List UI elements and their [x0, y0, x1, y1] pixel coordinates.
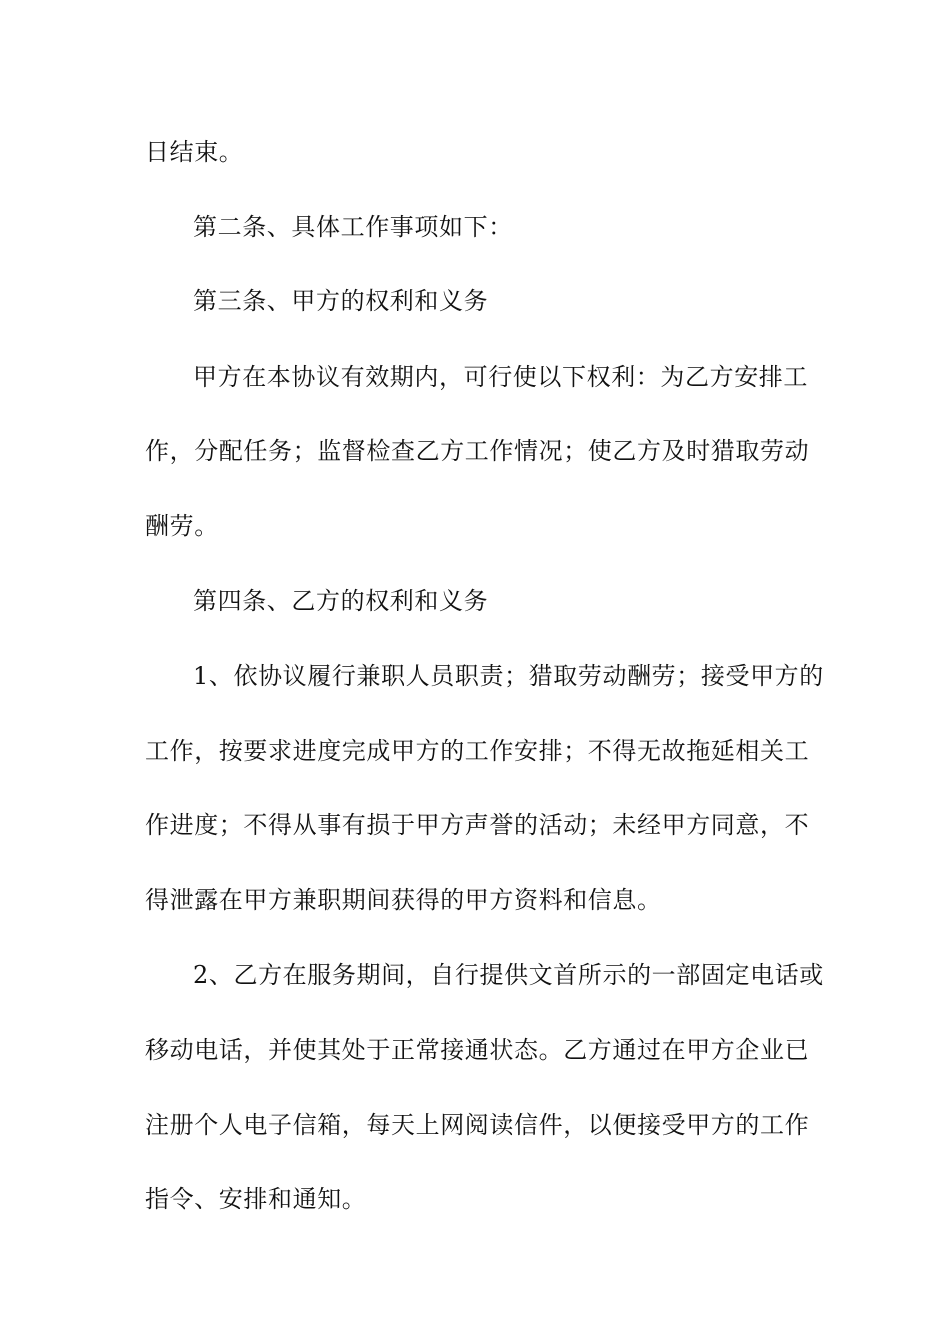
clause-heading-2: 第二条、具体工作事项如下：: [193, 213, 513, 241]
text-line: 工作，按要求进度完成甲方的工作安排；不得无故拖延相关工: [145, 737, 810, 765]
text-line: 作进度；不得从事有损于甲方声誉的活动；未经甲方同意，不: [145, 811, 810, 839]
text-line: 甲方在本协议有效期内，可行使以下权利：为乙方安排工: [193, 363, 808, 391]
text-line: 日结束。: [145, 138, 244, 166]
text-line: 酬劳。: [145, 512, 219, 540]
text-line: 指令、安排和通知。: [145, 1185, 367, 1213]
text-line: 作，分配任务；监督检查乙方工作情况；使乙方及时猎取劳动: [145, 437, 810, 465]
clause-heading-3: 第三条、甲方的权利和义务: [193, 287, 489, 315]
text-line: 得泄露在甲方兼职期间获得的甲方资料和信息。: [145, 886, 662, 914]
clause-heading-4: 第四条、乙方的权利和义务: [193, 587, 489, 615]
text-line: 2、乙方在服务期间，自行提供文首所示的一部固定电话或: [193, 961, 824, 989]
text-line: 1、依协议履行兼职人员职责；猎取劳动酬劳；接受甲方的: [193, 662, 824, 690]
text-line: 注册个人电子信箱，每天上网阅读信件，以便接受甲方的工作: [145, 1111, 810, 1139]
text-line: 移动电话，并使其处于正常接通状态。乙方通过在甲方企业已: [145, 1036, 810, 1064]
